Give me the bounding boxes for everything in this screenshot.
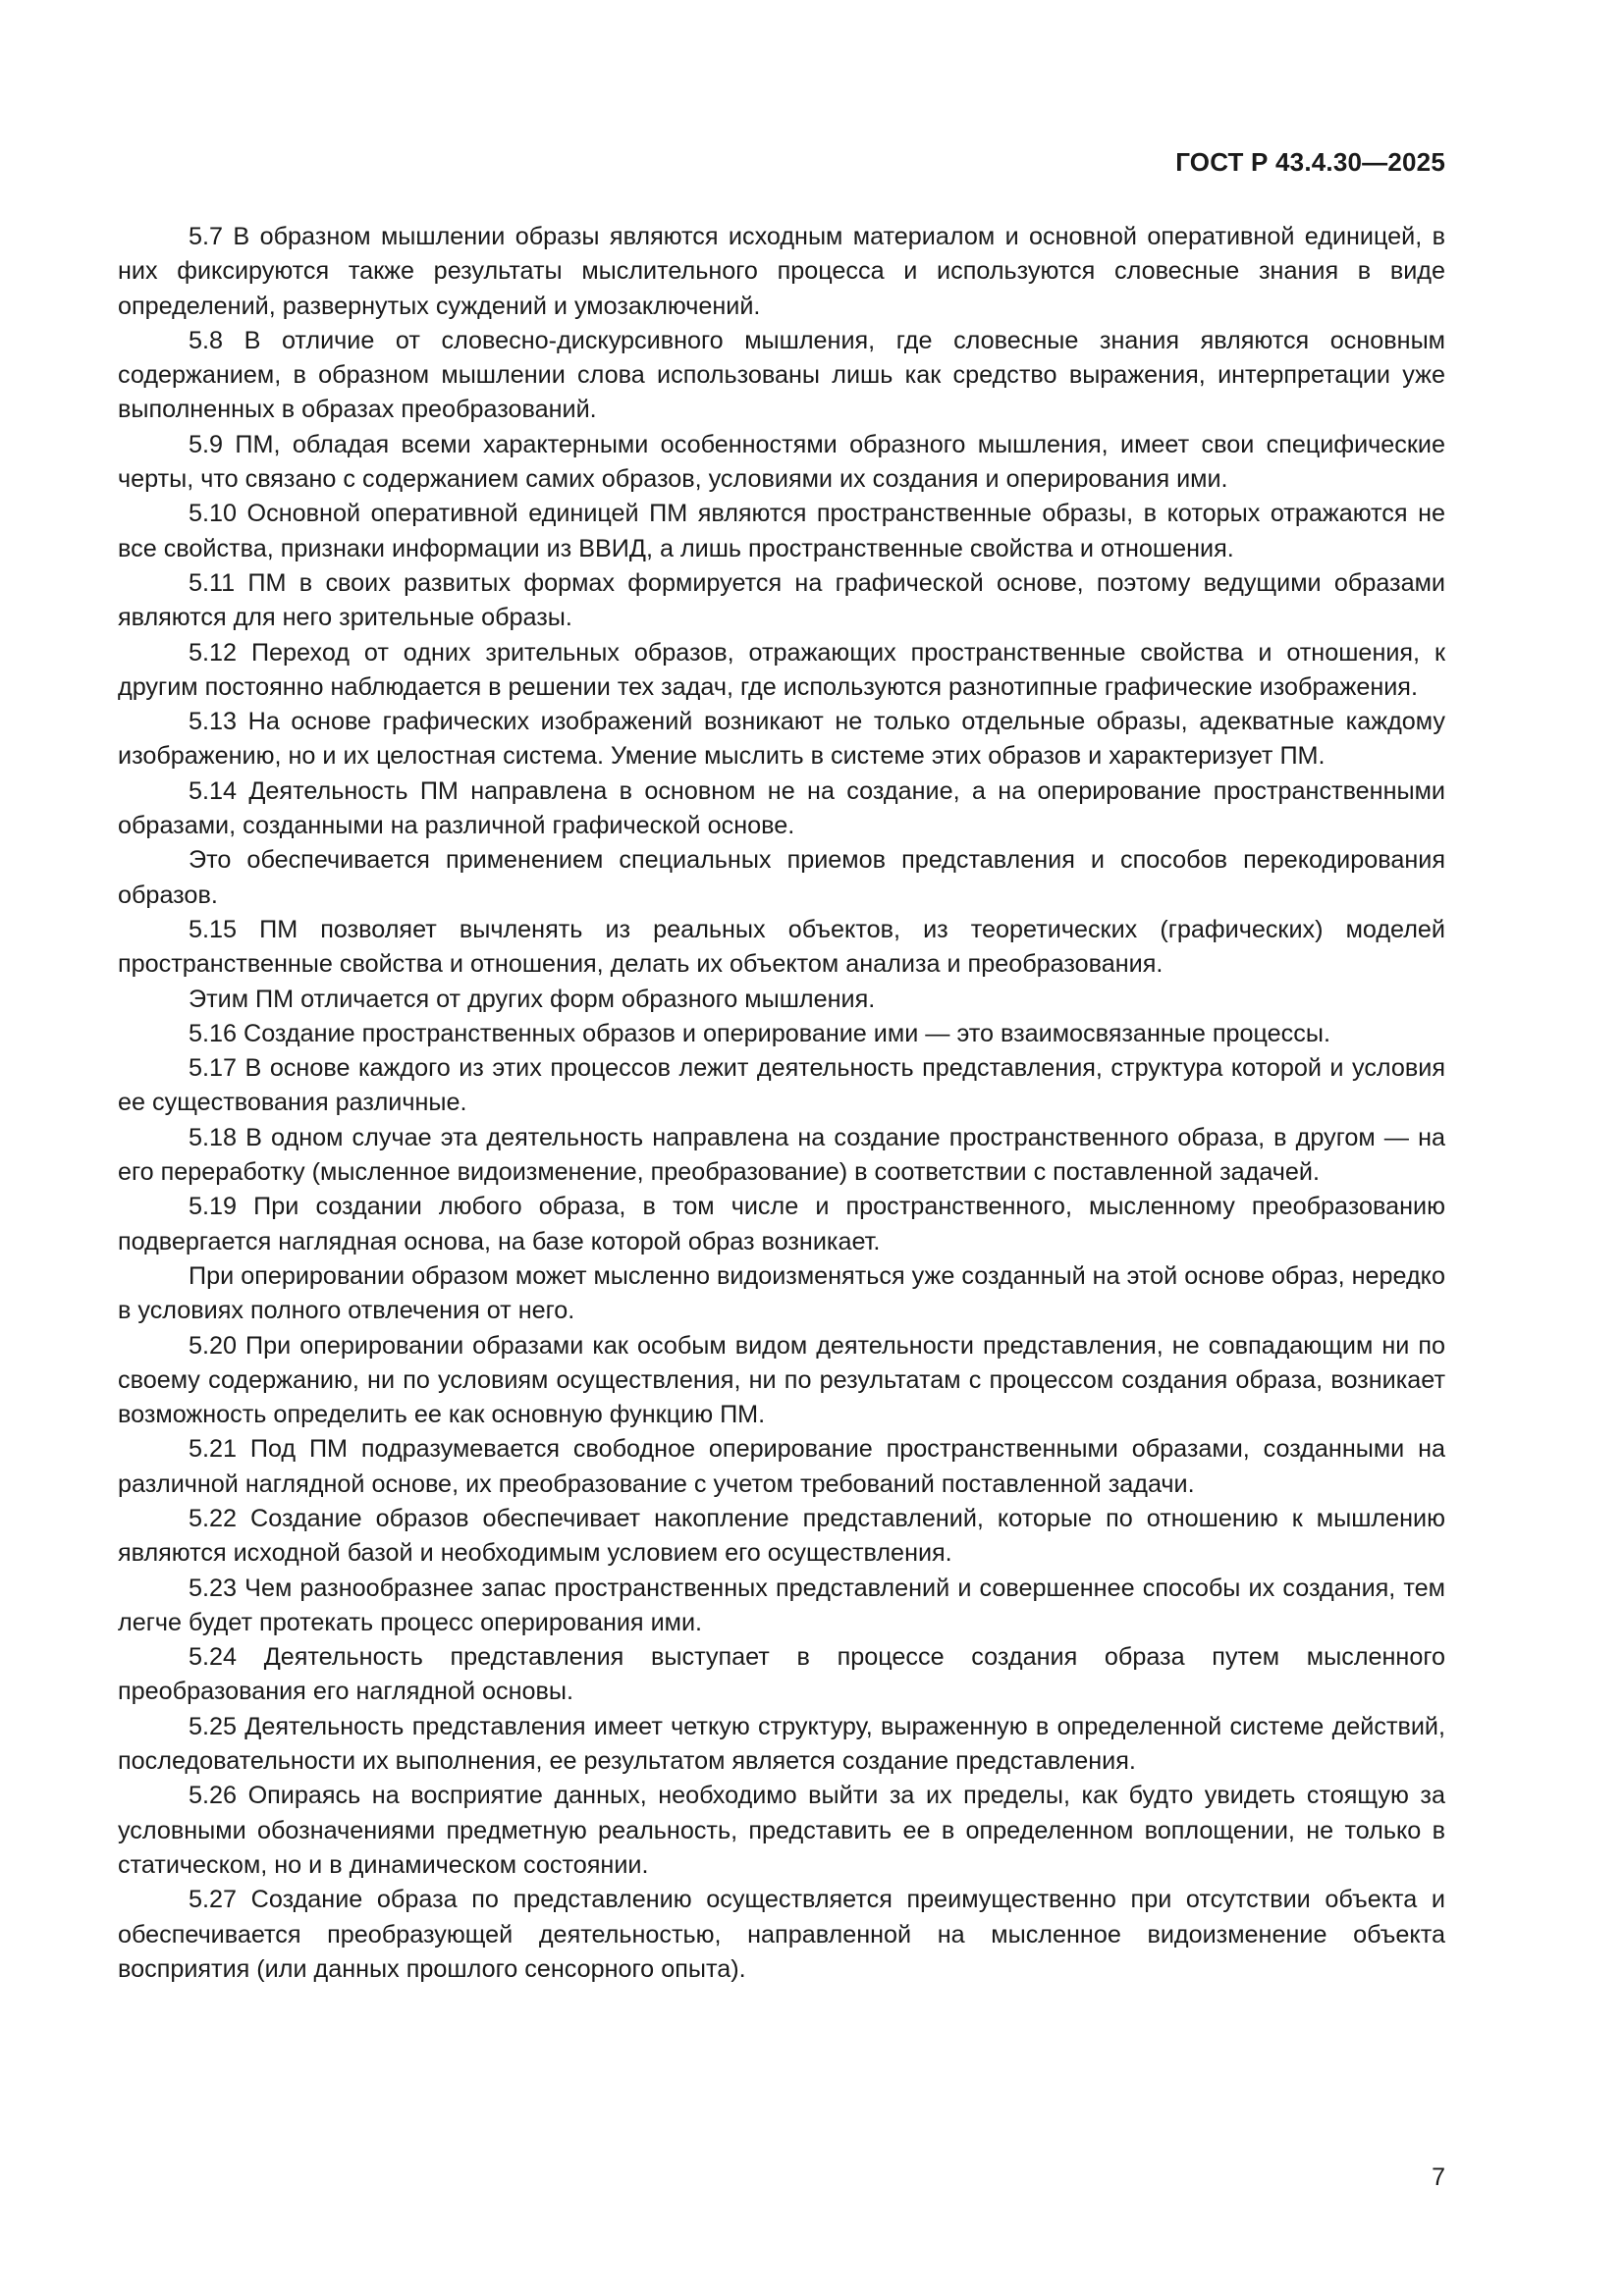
paragraph-5-17: 5.17 В основе каждого из этих процессов лежит деятельность представления, структура которой и условия ее существования различные. [118, 1054, 1445, 1117]
document-body [118, 220, 1445, 1987]
paragraph-5-25: 5.25 Деятельность представления имеет четкую структуру, выраженную в определенной системе действий, последовательности их выполнения, ее результатом является создание представления. [118, 1712, 1445, 1776]
paragraph-5-15: 5.15 ПМ позволяет вычленять из реальных объектов, из теоретических (графических) моделей пространственные свойства и отношения, делать их объектом анализа и преобразования. [118, 915, 1445, 979]
paragraph-5-15-continued: Этим ПМ отличается от других форм образного мышления. [189, 985, 876, 1013]
paragraph-5-7: 5.7 В образном мышлении образы являются исходным материалом и основной оперативной единицей, в них фиксируются также результаты мыслительного процесса и используются словесные знания в виде определений, развернутых суждений и умозаключений. [118, 223, 1445, 320]
page-number: 7 [1432, 2163, 1445, 2191]
paragraph-5-11: 5.11 ПМ в своих развитых формах формируется на графической основе, поэтому ведущими образами являются для него зрительные образы. [118, 568, 1445, 632]
paragraph-5-21: 5.21 Под ПМ подразумевается свободное оперирование пространственными образами, созданными на различной наглядной основе, их преобразование с учетом требований поставленной задачи. [118, 1435, 1445, 1498]
paragraph-5-26: 5.26 Опираясь на восприятие данных, необходимо выйти за их пределы, как будто увидеть стоящую за условными обозначениями предметную реальность, представить ее в определенном воплощении, не только в статическом, но и в динамическом состоянии. [118, 1782, 1445, 1879]
paragraph-5-14: 5.14 Деятельность ПМ направлена в основном не на создание, а на оперирование пространственными образами, созданными на различной графической основе. [118, 776, 1445, 840]
paragraph-5-19-continued: При оперировании образом может мысленно видоизменяться уже созданный на этой основе образ, нередко в условиях полного отвлечения от него. [118, 1261, 1445, 1325]
paragraph-5-19: 5.19 При создании любого образа, в том числе и пространственного, мысленному преобразованию подвергается наглядная основа, на базе которой образ возникает. [118, 1193, 1445, 1255]
paragraph-5-16: 5.16 Создание пространственных образов и оперирование ими — это взаимосвязанные процессы. [189, 1019, 1330, 1047]
paragraph-5-14-continued: Это обеспечивается применением специальных приемов представления и способов перекодирования образов. [118, 846, 1445, 909]
paragraph-5-20: 5.20 При оперировании образами как особым видом деятельности представления, не совпадающим ни по своему содержанию, ни по условиям осуществления, ни по результатам с процессом создания образа, возникает возможность определить ее как основную функцию ПМ. [118, 1331, 1445, 1429]
standard-code-header: ГОСТ Р 43.4.30—2025 [1175, 147, 1445, 177]
paragraph-5-13: 5.13 На основе графических изображений возникают не только отдельные образы, адекватные каждому изображению, но и их целостная система. Умение мыслить в системе этих образов и характеризует ПМ. [118, 708, 1445, 771]
paragraph-5-10: 5.10 Основной оперативной единицей ПМ являются пространственные образы, в которых отражаются не все свойства, признаки информации из ВВИД, а лишь пространственные свойства и отношения. [118, 500, 1445, 562]
paragraph-5-23: 5.23 Чем разнообразнее запас пространственных представлений и совершеннее способы их создания, тем легче будет протекать процесс оперирования ими. [118, 1574, 1445, 1636]
paragraph-5-9: 5.9 ПМ, обладая всеми характерными особенностями образного мышления, имеет свои специфические черты, что связано с содержанием самих образов, условиями их создания и оперирования ими. [118, 430, 1445, 494]
paragraph-5-24: 5.24 Деятельность представления выступает в процессе создания образа путем мысленного преобразования его наглядной основы. [118, 1643, 1445, 1706]
paragraph-5-12: 5.12 Переход от одних зрительных образов, отражающих пространственные свойства и отношения, к другим постоянно наблюдается в решении тех задач, где используются разнотипные графические изображения. [118, 638, 1445, 701]
paragraph-5-22: 5.22 Создание образов обеспечивает накопление представлений, которые по отношению к мышлению являются исходной базой и необходимым условием его осуществления. [118, 1504, 1445, 1568]
paragraph-5-8: 5.8 В отличие от словесно-дискурсивного мышления, где словесные знания являются основным содержанием, в образном мышлении слова использованы лишь как средство выражения, интерпретации уже выполненных в образах преобразований. [118, 326, 1445, 424]
paragraph-5-27: 5.27 Создание образа по представлению осуществляется преимущественно при отсутствии объекта и обеспечивается преобразующей деятельностью, направленной на мысленное видоизменение объекта восприятия (или данных прошлого сенсорного опыта). [118, 1886, 1445, 1983]
paragraph-5-18: 5.18 В одном случае эта деятельность направлена на создание пространственного образа, в другом — на его переработку (мысленное видоизменение, преобразование) в соответствии с поставленной задачей. [118, 1123, 1445, 1187]
